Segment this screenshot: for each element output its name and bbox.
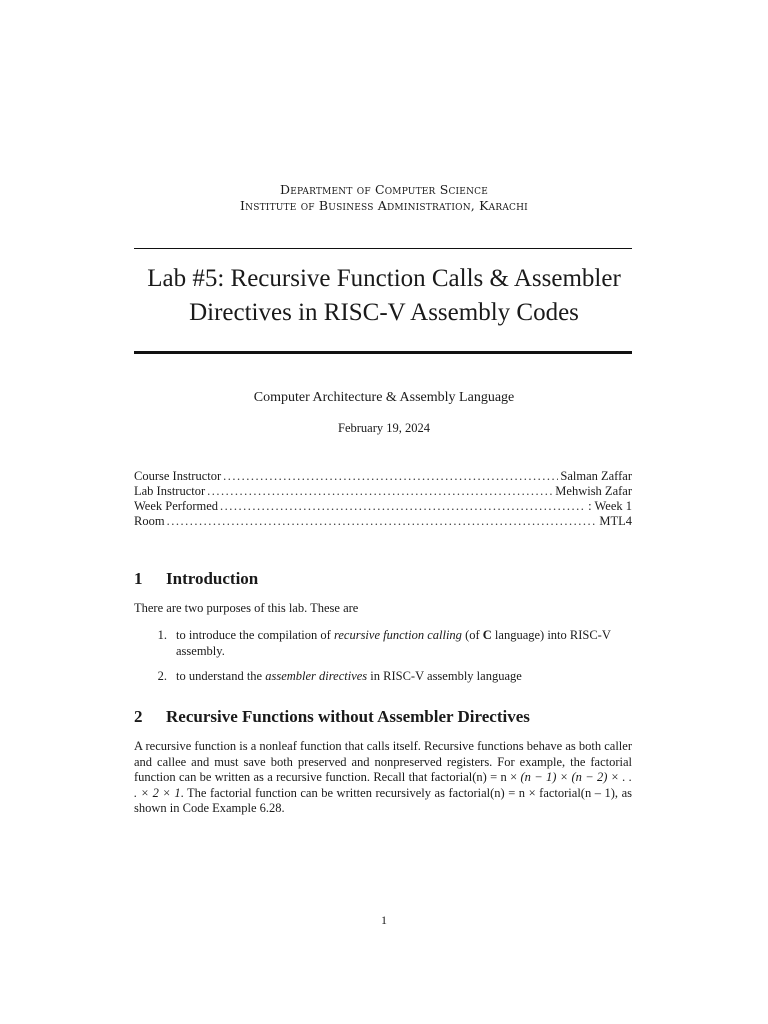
text-run: to introduce the compilation of	[176, 628, 334, 642]
dot-leader	[220, 499, 586, 514]
list-item-number: 1.	[157, 628, 167, 642]
list-item	[134, 628, 632, 659]
dot-leader	[223, 469, 558, 484]
info-row-room	[134, 514, 632, 529]
info-label: Course Instructor	[134, 469, 222, 483]
text-run: in RISC-V assembly language	[367, 669, 522, 683]
department-name: Department of Computer Science	[279, 182, 489, 197]
recursive-functions-paragraph	[134, 739, 632, 817]
page-number: 1	[381, 913, 387, 927]
info-row-lab-instructor	[134, 484, 632, 499]
title-line-2: Directives in RISC-V Assembly Codes	[189, 299, 579, 326]
section-heading-recursive-functions	[134, 707, 530, 727]
section-title: Recursive Functions without Assembler Directives	[166, 707, 530, 726]
section-number: 2	[134, 707, 143, 726]
text-run: A recursive function is a nonleaf function that calls itself. Recursive functions behave as both caller and callee and must save both preserved and nonpreserved registers. For example, the factorial function can be written as a recursive function. Recall that factorial(n) = n ×	[134, 739, 632, 784]
math-expression: (n − 1) × (n − 2) × . . . × 2 × 1	[134, 770, 633, 800]
text-run: to understand the	[176, 669, 266, 683]
emphasis-text: recursive function calling	[333, 628, 462, 642]
info-value: Mehwish Zafar	[555, 484, 632, 498]
info-label: Week Performed	[134, 499, 219, 513]
text-run: . The factorial function can be written recursively as factorial(n) = n × factorial(n – 1), as shown in Code Example 6.28.	[134, 785, 632, 815]
list-item-text	[167, 669, 632, 685]
dot-leader	[207, 484, 553, 499]
institution-header	[0, 182, 768, 214]
info-label: Room	[134, 514, 165, 528]
bold-text: C	[482, 628, 492, 642]
info-label: Lab Instructor	[134, 484, 206, 498]
list-item-number: 2.	[157, 669, 167, 683]
document-title	[120, 262, 648, 330]
info-row-week-performed	[134, 499, 632, 514]
section-heading-introduction	[134, 569, 258, 589]
title-top-rule	[134, 248, 632, 249]
list-item	[134, 669, 632, 685]
info-value: Salman Zaffar	[560, 469, 632, 483]
info-row-course-instructor	[134, 469, 632, 484]
emphasis-text: assembler directives	[265, 669, 368, 683]
text-run: (of	[461, 628, 483, 642]
title-bottom-rule	[134, 351, 632, 354]
lab-info-table	[134, 469, 632, 529]
institute-name: Institute of Business Administration, Karachi	[240, 198, 528, 213]
section-title: Introduction	[166, 569, 259, 588]
document-date: February 19, 2024	[338, 421, 430, 435]
course-name: Computer Architecture & Assembly Language	[253, 390, 515, 405]
info-value: : Week 1	[588, 499, 632, 513]
section-number: 1	[134, 569, 143, 588]
dot-leader	[167, 514, 598, 529]
intro-paragraph: There are two purposes of this lab. These are	[134, 601, 359, 615]
text-run: language) into RISC-V assembly.	[176, 628, 611, 658]
info-value: MTL4	[599, 514, 632, 528]
list-item-text	[167, 628, 632, 659]
title-line-1: Lab #5: Recursive Function Calls & Assembler	[147, 265, 621, 292]
